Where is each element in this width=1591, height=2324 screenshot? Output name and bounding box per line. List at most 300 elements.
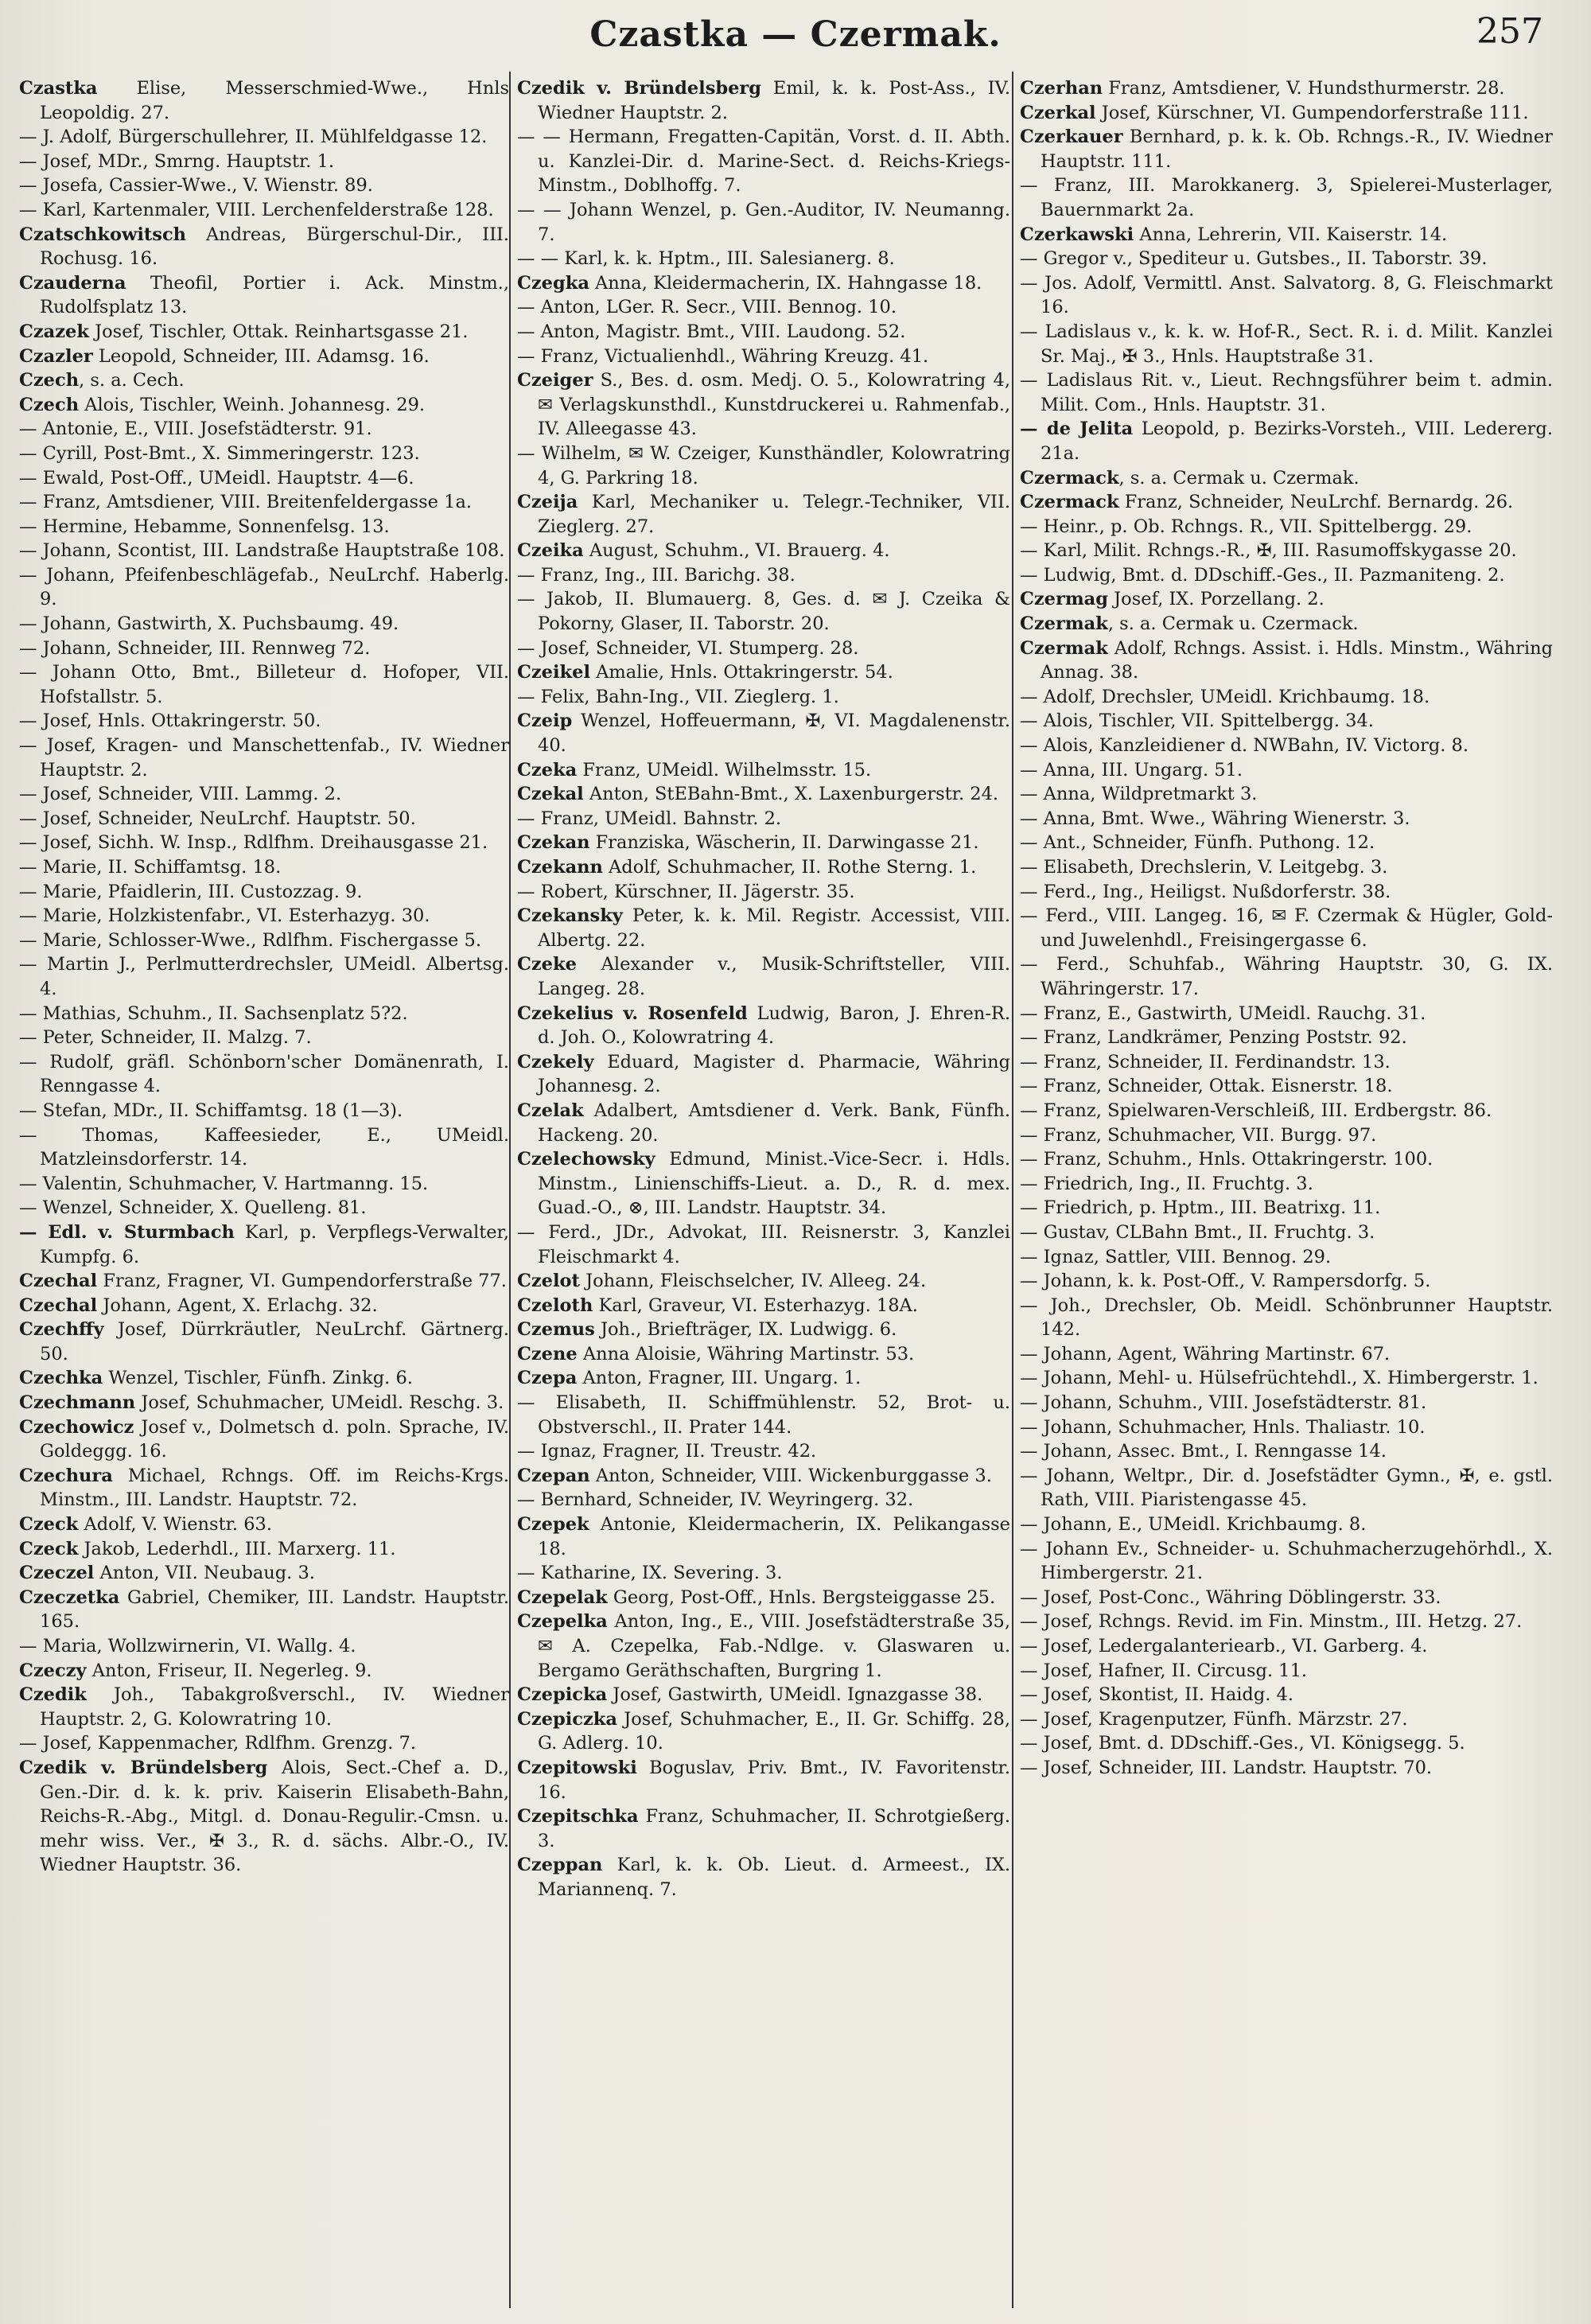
directory-entry [517,1464,1010,1489]
directory-entry [517,1342,1010,1367]
entry-details: Antonie, Kleidermacherin, IX. Pelikangasse 18. [538,1514,1010,1559]
directory-entry [19,1294,509,1318]
entry-surname: — de Jelita [1020,418,1134,440]
entry-details: — Josef, Kragenputzer, Fünfh. Märzstr. 27. [1020,1708,1408,1730]
entry-details: Franziska, Wäscherin, II. Darwingasse 21. [589,832,979,854]
directory-entry [1020,1707,1553,1732]
entry-details: — Valentin, Schuhmacher, V. Hartmanng. 15. [19,1173,429,1194]
directory-entry [517,855,1010,880]
directory-entry [19,345,509,369]
entry-details: Alois, Tischler, Weinh. Johannesg. 29. [79,394,426,415]
entry-details: Karl, Graveur, VI. Esterhazyg. 18A. [593,1294,918,1316]
directory-entry [19,1683,509,1731]
directory-entry [517,636,1010,661]
directory-entry [517,345,1010,369]
directory-entry [19,466,509,491]
directory-entry [1020,1123,1553,1148]
directory-entry [517,442,1010,490]
directory-entry [517,1391,1010,1439]
directory-entry [1020,1099,1553,1123]
entry-details: — — Karl, k. k. Hptm., III. Salesianerg. 8. [517,248,895,270]
directory-entry [1020,1366,1553,1391]
directory-entry [1020,952,1553,1001]
entry-surname: Czermag [1020,589,1108,610]
entry-surname: Czauderna [19,272,126,294]
entry-details: — Hermine, Hebamme, Sonnenfelsg. 13. [19,516,390,537]
directory-entry [19,368,509,393]
entry-details: — Alois, Kanzleidiener d. NWBahn, IV. Victorg. 8. [1020,735,1469,757]
column-2 [517,76,1010,2304]
directory-entry [19,1366,509,1391]
directory-entry [19,880,509,905]
entry-details: — Antonie, E., VIII. Josefstädterstr. 91. [19,418,372,440]
entry-details: Karl, k. k. Ob. Lieut. d. Armeest., IX. Mariannenq. 7. [538,1855,1010,1900]
directory-entry [1020,1220,1553,1245]
entry-details: — Anton, LGer. R. Secr., VIII. Bennog. 10. [517,297,897,318]
directory-entry [1020,709,1553,734]
entry-details: — Ewald, Post-Off., UMeidl. Hauptstr. 4—6. [19,467,414,489]
entry-details: — Anna, Bmt. Wwe., Währing Wienerstr. 3. [1020,808,1410,829]
directory-entry [1020,1172,1553,1197]
directory-entry [1020,76,1553,101]
entry-details: — Adolf, Drechsler, UMeidl. Krichbaumg. 18. [1020,686,1430,707]
entry-details: — Franz, III. Marokkanerg. 3, Spielerei-Musterlager, Bauernmarkt 2a. [1020,175,1553,220]
directory-entry [1020,368,1553,417]
entry-details: Ludwig, Baron, J. Ehren-R. d. Joh. O., Kolowratring 4. [538,1002,1010,1049]
entry-surname: Czemus [517,1319,595,1341]
directory-entry [1020,758,1553,783]
directory-entry [517,880,1010,905]
entry-details: Josef, Tischler, Ottak. Reinhartsgasse 21. [88,321,469,342]
directory-entry [19,1269,509,1294]
entry-details: Michael, Rchngs. Off. im Reichs-Krgs. Minstm., III. Landstr. Hauptstr. 72. [40,1465,509,1511]
entry-details: August, Schuhm., VI. Brauerg. 4. [583,540,890,562]
entry-details: — Wenzel, Schneider, X. Quelleng. 81. [19,1197,367,1219]
directory-entry [19,1659,509,1684]
entry-details: Josef, IX. Porzellang. 2. [1107,589,1325,610]
entry-details: — — Johann Wenzel, p. Gen.-Auditor, IV. Neumanng. 7. [517,199,1010,245]
directory-entry [517,807,1010,831]
directory-entry [517,1586,1010,1610]
entry-details: Gabriel, Chemiker, III. Landstr. Hauptstr. 165. [40,1586,509,1633]
directory-entry [517,1804,1010,1853]
entry-details: — Franz, Schneider, II. Ferdinandstr. 13. [1020,1051,1391,1072]
entry-surname: Czechffy [19,1319,104,1341]
directory-entry [1020,904,1553,952]
entry-details: — Franz, Landkrämer, Penzing Poststr. 92. [1020,1027,1407,1049]
entry-surname: Czepelka [517,1611,608,1633]
directory-entry [1020,1464,1553,1512]
directory-entry [517,563,1010,588]
entry-details: Anton, VII. Neubaug. 3. [94,1563,315,1584]
entry-surname: — Edl. v. Sturmbach [19,1221,235,1243]
entry-surname: Czerkawski [1020,224,1134,245]
entry-surname: Czepiczka [517,1708,617,1730]
entry-details: — Friedrich, Ing., II. Fruchtg. 3. [1020,1173,1313,1194]
directory-entry [1020,101,1553,126]
column-1 [19,76,509,2304]
directory-entry [19,1172,509,1197]
entry-details: — Johann, Schuhm., VIII. Josefstädterstr. 81. [1020,1392,1427,1414]
directory-entry [517,295,1010,320]
entry-details: Franz, Schuhmacher, II. Schrotgießerg. 3. [538,1806,1010,1851]
directory-entry [1020,466,1553,491]
entry-details: Anton, StEBahn-Bmt., X. Laxenburgerstr. 24. [583,784,999,805]
directory-entry [19,442,509,466]
entry-surname: Czermack [1020,492,1119,513]
entry-details: — Anna, Wildpretmarkt 3. [1020,784,1258,805]
entry-details: Leopold, p. Bezirks-Vorsteh., VIII. Ledererg. 21a. [1041,418,1553,464]
directory-entry [19,612,509,636]
entry-details: — Josef, Post-Conc., Währing Döblingerstr. 33. [1020,1586,1441,1608]
directory-entry [517,490,1010,539]
entry-surname: Czepa [517,1368,578,1389]
entry-details: — Johann, Schuhmacher, Hnls. Thaliastr. 10. [1020,1416,1426,1438]
page-header [32,6,1559,70]
entry-details: — Johann, Weltpr., Dir. d. Josefstädter Gymn., ✠, e. gstl. Rath, VIII. Piaristengasse 45. [1020,1465,1553,1511]
directory-entry [517,1707,1010,1756]
entry-details: — Josef, Schneider, III. Landstr. Hauptstr. 70. [1020,1757,1433,1778]
directory-entry [1020,417,1553,465]
entry-details: — Josef, Bmt. d. DDschiff.-Ges., VI. Königsegg. 5. [1020,1733,1465,1754]
entry-details: — Johann, Scontist, III. Landstraße Hauptstraße 108. [19,540,505,562]
entry-details: — Thomas, Kaffeesieder, E., UMeidl. Matzleinsdorferstr. 14. [19,1124,509,1170]
directory-entry [19,709,509,734]
directory-entry [19,1123,509,1172]
entry-details: — Josef, Schneider, VI. Stumperg. 28. [517,637,859,659]
directory-entry [1020,1415,1553,1440]
entry-details: — Josef, Schneider, NeuLrchf. Hauptstr. 50. [19,808,416,829]
entry-details: Anton, Ing., E., VIII. Josefstädterstraße 35, ✉ A. Czepelka, Fab.-Ndlge. v. Glaswaren u. Bergamo Geräthschaften, Burgring 1. [538,1611,1010,1681]
entry-details: — Josef, Skontist, II. Haidg. 4. [1020,1684,1294,1706]
entry-details: — Franz, Schneider, Ottak. Eisnerstr. 18. [1020,1076,1393,1097]
entry-details: — Anna, III. Ungarg. 51. [1020,759,1243,781]
entry-surname: Czechal [19,1294,98,1316]
entry-details: — Franz, Victualienhdl., Währing Kreuzg. 41. [517,345,929,367]
directory-entry [1020,1391,1553,1415]
entry-details: Karl, p. Verpflegs-Verwalter, Kumpfg. 6. [40,1221,509,1267]
directory-entry [19,1391,509,1415]
entry-surname: Czeika [517,540,584,562]
entry-details: — Josef, Hnls. Ottakringerstr. 50. [19,710,321,732]
directory-entry [517,1220,1010,1269]
entry-surname: Czechowicz [19,1416,134,1438]
entry-details: Anna, Kleidermacherin, IX. Hahngasse 18. [589,272,982,294]
entry-surname: Czerkal [1020,102,1096,123]
entry-details: Franz, Amtsdiener, V. Hundsthurmerstr. 28. [1103,78,1505,99]
entry-details: — Ladislaus Rit. v., Lieut. Rechngsführer beim t. admin. Milit. Com., Hnls. Hauptstr. 31. [1020,370,1553,415]
entry-details: — Ferd., JDr., Advokat, III. Reisnerstr. 3, Kanzlei Fleischmarkt 4. [517,1221,1010,1267]
directory-entry [19,1731,509,1756]
entry-details: , s. a. Cermak u. Czermak. [1118,467,1360,489]
directory-entry [1020,1269,1553,1294]
directory-entry [19,320,509,345]
directory-entry [19,563,509,612]
entry-details: — Maria, Wollzwirnerin, VI. Wallg. 4. [19,1636,356,1656]
directory-entry [1020,612,1553,636]
directory-entry [517,758,1010,783]
entry-surname: Czepan [517,1465,590,1486]
entry-details: — Johann Ev., Schneider- u. Schuhmacherzugehörhdl., X. Himbergerstr. 21. [1020,1538,1553,1584]
directory-entry [517,904,1010,952]
directory-entry [1020,782,1553,807]
entry-details: — Ignaz, Fragner, II. Treustr. 42. [517,1441,817,1462]
entry-details: — Peter, Schneider, II. Malzg. 7. [19,1027,312,1049]
directory-entry [1020,271,1553,320]
directory-entry [19,271,509,320]
entry-details: — Friedrich, p. Hptm., III. Beatrixg. 11. [1020,1197,1381,1219]
entry-surname: Czepitowski [517,1757,637,1778]
directory-entry [1020,1537,1553,1586]
directory-entry [517,1439,1010,1464]
directory-entry [1020,1512,1553,1537]
entry-surname: Czepek [517,1514,589,1536]
entry-details: Alois, Sect.-Chef a. D., Gen.-Dir. d. k. k. priv. Kaiserin Elisabeth-Bahn, Reichs-R.-Abg., Mitgl. d. Donau-Regulir.-Cmsn. u. mehr wiss. Ver., ✠ 3., R. d. sächs. Albr.-O., IV. Wiedner Hauptstr. 36. [40,1757,509,1876]
directory-entry [1020,1683,1553,1707]
entry-details: Franz, Schneider, NeuLrchf. Bernardg. 26. [1118,492,1514,513]
directory-entry [1020,1294,1553,1342]
entry-details: Franz, UMeidl. Wilhelmsstr. 15. [577,759,872,781]
entry-surname: Czeck [19,1514,79,1536]
directory-entry [1020,1756,1553,1781]
directory-entry [19,173,509,198]
directory-entry [19,1196,509,1220]
directory-entry [517,320,1010,345]
entry-surname: Czastka [19,78,98,99]
entry-details: , s. a. Cermak u. Czermack. [1107,613,1359,635]
entry-details: — Josef, Hafner, II. Circusg. 11. [1020,1660,1308,1681]
entry-details: — Ignaz, Sattler, VIII. Bennog. 29. [1020,1246,1332,1267]
entry-details: — Johann, Pfeifenbeschlägefab., NeuLrchf. Haberlg. 9. [19,564,509,610]
entry-details: — Franz, Amtsdiener, VIII. Breitenfeldergasse 1a. [19,492,473,513]
entry-details: Adalbert, Amtsdiener d. Verk. Bank, Fünfh. Hackeng. 20. [538,1100,1010,1146]
directory-entry [19,904,509,928]
entry-details: — Anton, Magistr. Bmt., VIII. Laudong. 52. [517,321,906,342]
entry-details: Anton, Schneider, VIII. Wickenburggasse 3. [589,1465,992,1486]
entry-details: — Josef, Kappenmacher, Rdlfhm. Grenzg. 7. [19,1733,417,1754]
directory-entry [517,1050,1010,1099]
entry-details: — Josef, Rchngs. Revid. im Fin. Minstm., III. Hetzg. 27. [1020,1611,1523,1633]
entry-details: Josef v., Dolmetsch d. poln. Sprache, IV. Goldeggg. 16. [40,1416,509,1462]
entry-details: — Joh., Drechsler, Ob. Meidl. Schönbrunner Hauptstr. 142. [1020,1294,1553,1341]
entry-details: Josef, Schuhmacher, UMeidl. Reschg. 3. [135,1392,504,1414]
entry-details: — Josef, Ledergalanteriearb., VI. Garberg. 4. [1020,1636,1428,1656]
directory-entry [19,1220,509,1269]
directory-entry [1020,515,1553,539]
directory-entry [1020,1245,1553,1270]
directory-entry [517,952,1010,1001]
directory-entry [19,393,509,418]
entry-details: Georg, Post-Off., Hnls. Bergsteiggasse 25. [607,1586,996,1608]
directory-entry [517,125,1010,198]
entry-details: — Johann Otto, Bmt., Billeteur d. Hofoper, VII. Hofstallstr. 5. [19,662,509,707]
entry-details: — Josefa, Cassier-Wwe., V. Wienstr. 89. [19,175,373,197]
entry-details: Boguslav, Priv. Bmt., IV. Favoritenstr. 16. [538,1757,1010,1803]
entry-surname: Czatschkowitsch [19,224,187,245]
entry-details: — Felix, Bahn-Ing., VII. Zieglerg. 1. [517,686,839,707]
entry-details: — Johann, Gastwirth, X. Puchsbaumg. 49. [19,613,399,635]
entry-details: Josef, Gastwirth, UMeidl. Ignazgasse 38. [607,1684,983,1706]
entry-details: Theofil, Portier i. Ack. Minstm., Rudolfsplatz 13. [40,272,509,318]
entry-details: Anton, Friseur, II. Negerleg. 9. [86,1660,372,1681]
entry-surname: Czazler [19,345,93,367]
directory-entry [517,587,1010,636]
entry-details: — Franz, Spielwaren-Verschleiß, III. Erdbergstr. 86. [1020,1100,1492,1121]
entry-details: Amalie, Hnls. Ottakringerstr. 54. [590,662,893,683]
directory-entry [517,271,1010,296]
entry-details: — Bernhard, Schneider, IV. Weyringerg. 32. [517,1489,914,1511]
directory-entry [1020,563,1553,588]
entry-details: Adolf, Rchngs. Assist. i. Hdls. Minstm., Währing Annag. 38. [1041,637,1553,683]
entry-surname: Czechmann [19,1392,136,1414]
column-divider [509,72,511,2308]
entry-details: — Elisabeth, Drechslerin, V. Leitgebg. 3. [1020,857,1388,878]
directory-entry [19,1026,509,1050]
directory-entry [517,1366,1010,1391]
entry-details: — Gustav, CLBahn Bmt., II. Fruchtg. 3. [1020,1221,1375,1243]
entry-details: Peter, k. k. Mil. Registr. Accessist, VIII. Albertg. 22. [538,905,1010,951]
entry-details: — Johann, Mehl- u. Hülsefrüchtehdl., X. Himbergerstr. 1. [1020,1368,1538,1389]
entry-details: — Johann, k. k. Post-Off., V. Rampersdorfg. 5. [1020,1271,1431,1292]
directory-entry [19,1318,509,1366]
entry-details: Josef, Kürschner, VI. Gumpendorferstraße 111. [1095,102,1529,123]
entry-surname: Czermak [1020,637,1108,659]
directory-entry [517,1318,1010,1342]
directory-entry [19,807,509,831]
directory-entry [517,198,1010,247]
directory-entry [1020,807,1553,831]
entry-details: — J. Adolf, Bürgerschullehrer, II. Mühlfeldgasse 12. [19,127,488,148]
directory-entry [19,1415,509,1464]
entry-surname: Czerkauer [1020,127,1123,148]
entry-details: Bernhard, p. k. k. Ob. Rchngs.-R., IV. Wiedner Hauptstr. 111. [1041,127,1553,172]
entry-details: Anton, Fragner, III. Ungarg. 1. [577,1368,862,1389]
entry-surname: Czeip [517,710,573,732]
entry-details: — Alois, Tischler, VII. Spittelbergg. 34. [1020,710,1374,732]
directory-entry [1020,1196,1553,1220]
entry-surname: Czermak [1020,613,1108,635]
page-title: Czastka — Czermak. [589,14,1002,55]
directory-entry [1020,1439,1553,1464]
entry-details: Anna Aloisie, Währing Martinstr. 53. [577,1343,915,1364]
entry-surname: Czeczetka [19,1586,120,1608]
directory-entry [517,685,1010,710]
directory-entry [517,76,1010,125]
directory-entry [19,539,509,563]
entry-details: Alexander v., Musik-Schriftsteller, VIII. Langeg. 28. [538,954,1010,999]
entry-details: — Martin J., Perlmutterdrechsler, UMeidl. Albertsg. 4. [19,954,509,999]
directory-entry [1020,247,1553,271]
entry-details: — Josef, Schneider, VIII. Lammg. 2. [19,784,342,805]
directory-entry [1020,1610,1553,1634]
directory-entry [19,831,509,855]
directory-entry [19,76,509,125]
entry-surname: Czeppan [517,1855,603,1876]
directory-entry [19,928,509,953]
directory-entry [517,539,1010,563]
directory-entry [1020,734,1553,758]
entry-details: — Jos. Adolf, Vermittl. Anst. Salvatorg. 8, G. Fleischmarkt 16. [1020,272,1553,318]
entry-surname: Czeka [517,759,578,781]
entry-details: — Franz, E., Gastwirth, UMeidl. Rauchg. 31. [1020,1002,1426,1024]
entry-surname: Czeczel [19,1563,95,1584]
entry-details: — Cyrill, Post-Bmt., X. Simmeringerstr. 123. [19,442,420,464]
directory-entry [1020,1074,1553,1099]
entry-surname: Czedik v. Bründelsberg [517,78,762,99]
entry-details: Josef, Schuhmacher, E., II. Gr. Schiffg. 28, G. Adlerg. 10. [538,1708,1010,1754]
entry-details: Jakob, Lederhdl., III. Marxerg. 11. [78,1538,396,1559]
directory-entry [517,1853,1010,1902]
entry-details: — Ferd., VIII. Langeg. 16, ✉ F. Czermak & Hügler, Gold- und Juwelenhdl., Freisingergasse 6. [1020,905,1553,951]
entry-details: Adolf, V. Wienstr. 63. [78,1514,272,1536]
directory-entry [19,490,509,515]
entry-details: — Johann, Agent, Währing Martinstr. 67. [1020,1343,1391,1364]
directory-entry [1020,855,1553,880]
entry-details: — Johann, E., UMeidl. Krichbaumg. 8. [1020,1514,1367,1536]
entry-details: Karl, Mechaniker u. Telegr.-Techniker, VII. Zieglerg. 27. [538,492,1010,537]
entry-details: Johann, Fleischselcher, IV. Alleeg. 24. [579,1271,927,1292]
directory-entry [1020,636,1553,685]
directory-entry [517,1099,1010,1147]
entry-details: — Ferd., Ing., Heiligst. Nußdorferstr. 38. [1020,881,1391,902]
entry-details: — Josef, MDr., Smrng. Hauptstr. 1. [19,150,335,172]
entry-surname: Czekann [517,857,603,878]
directory-entry [1020,320,1553,368]
entry-surname: Czelak [517,1100,584,1121]
directory-entry [1020,880,1553,905]
directory-entry [517,1756,1010,1804]
directory-entry [19,734,509,782]
entry-details: Josef, Dürrkräutler, NeuLrchf. Gärtnerg. 50. [40,1319,509,1364]
entry-details: Leopold, Schneider, III. Adamsg. 16. [92,345,430,367]
directory-entry [19,150,509,174]
entry-details: — Josef, Sichh. W. Insp., Rdlfhm. Dreihausgasse 21. [19,832,488,854]
directory-entry [19,660,509,709]
entry-details: — Katharine, IX. Severing. 3. [517,1563,783,1584]
entry-surname: Czechal [19,1271,98,1292]
directory-entry [19,1464,509,1512]
entry-surname: Czepitschka [517,1806,639,1828]
entry-details: — Ladislaus v., k. k. w. Hof-R., Sect. R. i. d. Milit. Kanzlei Sr. Maj., ✠ 3., Hnls. Hauptstraße 31. [1020,321,1553,367]
entry-details: Joh., Tabakgroßverschl., IV. Wiedner Hauptstr. 2, G. Kolowratring 10. [40,1684,509,1730]
entry-surname: Czedik v. Bründelsberg [19,1757,268,1778]
directory-entry [19,1634,509,1659]
entry-details: — Franz, Schuhm., Hnls. Ottakringerstr. 100. [1020,1149,1433,1170]
entry-details: — Karl, Kartenmaler, VIII. Lerchenfelderstraße 128. [19,199,494,220]
entry-details: Adolf, Schuhmacher, II. Rothe Sterng. 1. [602,857,977,878]
entry-details: S., Bes. d. osm. Medj. O. 5., Kolowratring 4, ✉ Verlagskunsthdl., Kunstdruckerei u. Rahmenfab., IV. Alleegasse 43. [538,370,1010,440]
entry-details: Anna, Lehrerin, VII. Kaiserstr. 14. [1134,224,1448,245]
entry-surname: Czeiger [517,370,593,391]
entry-details: Andreas, Bürgerschul-Dir., III. Rochusg. 16. [40,224,509,270]
directory-entry [1020,1050,1553,1075]
entry-details: — Gregor v., Spediteur u. Gutsbes., II. Taborstr. 39. [1020,248,1488,270]
entry-surname: Czech [19,370,80,391]
entry-details: — Marie, Holzkistenfabr., VI. Esterhazyg. 30. [19,905,430,927]
entry-details: — Rudolf, gräfl. Schönborn'scher Domänenrath, I. Renngasse 4. [19,1051,509,1097]
directory-entry [1020,223,1553,247]
entry-surname: Czermack [1020,467,1119,489]
entry-details: — Karl, Milit. Rchngs.-R., ✠, III. Rasumoffskygasse 20. [1020,540,1517,562]
entry-details: — Ferd., Schuhfab., Währing Hauptstr. 30, G. IX. Währingerstr. 17. [1020,954,1553,999]
entry-surname: Czerhan [1020,78,1103,99]
directory-entry [1020,1634,1553,1659]
directory-entry [19,198,509,223]
entry-surname: Czekal [517,784,584,805]
directory-entry [517,1002,1010,1050]
entry-details: — Ludwig, Bmt. d. DDschiff.-Ges., II. Pazmaniteng. 2. [1020,564,1505,586]
entry-details: — Marie, II. Schiffamtsg. 18. [19,857,282,878]
